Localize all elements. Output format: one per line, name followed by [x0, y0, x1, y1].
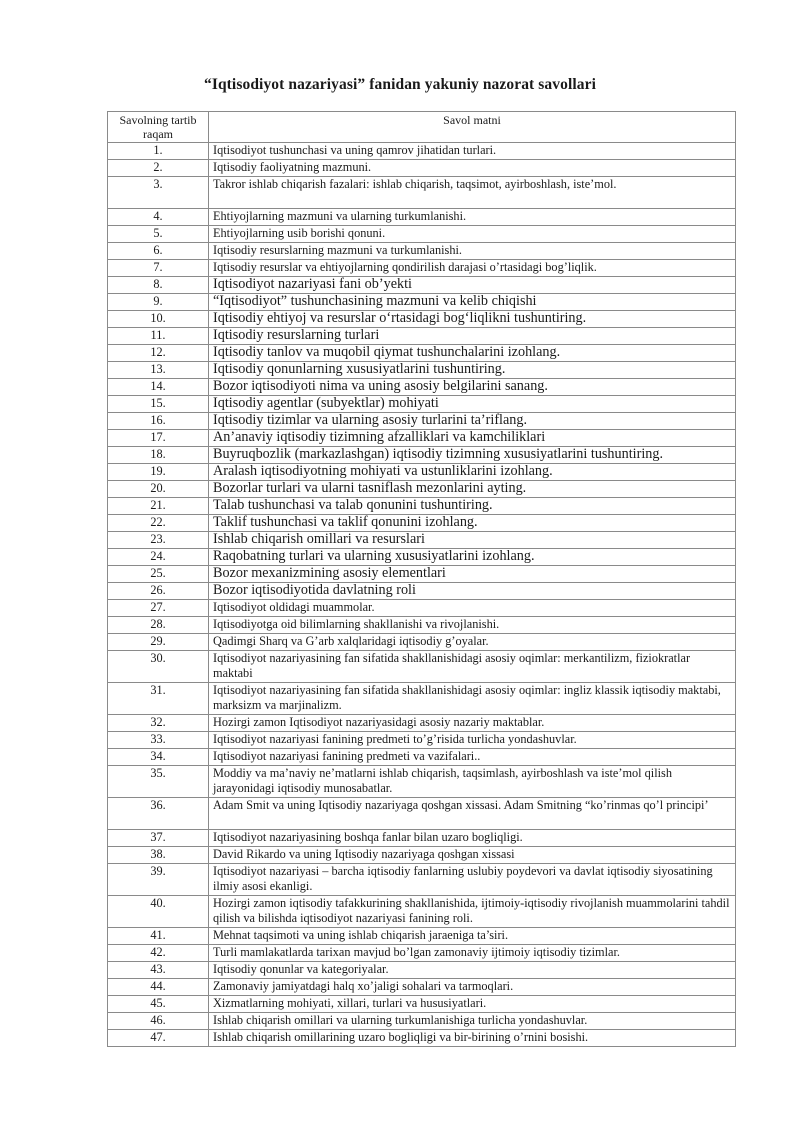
question-number: 30.: [108, 651, 209, 683]
question-number: 18.: [108, 447, 209, 464]
question-number: 4.: [108, 209, 209, 226]
table-row: [108, 566, 736, 583]
question-text: Iqtisodiy qonunlarning xususiyatlarini tushuntiring.: [209, 362, 736, 379]
question-text: Iqtisodiyot oldidagi muammolar.: [209, 600, 736, 617]
question-number: 35.: [108, 766, 209, 798]
question-text: Bozor iqtisodiyotida davlatning roli: [209, 583, 736, 600]
question-number: 9.: [108, 294, 209, 311]
question-text: Takror ishlab chiqarish fazalari: ishlab chiqarish, taqsimot, ayirboshlash, iste’mol.: [209, 177, 736, 209]
question-number: 10.: [108, 311, 209, 328]
question-text: Iqtisodiy resurslar va ehtiyojlarning qondirilish darajasi o’rtasidagi bog’liqlik.: [209, 260, 736, 277]
question-number: 6.: [108, 243, 209, 260]
question-number: 12.: [108, 345, 209, 362]
question-text: Qadimgi Sharq va G’arb xalqlaridagi iqtisodiy g’oyalar.: [209, 634, 736, 651]
question-number: 36.: [108, 798, 209, 830]
question-text: “Iqtisodiyot” tushunchasining mazmuni va kelib chiqishi: [209, 294, 736, 311]
question-number: 47.: [108, 1030, 209, 1047]
table-body: [108, 143, 736, 1047]
question-number: 2.: [108, 160, 209, 177]
question-number: 22.: [108, 515, 209, 532]
question-number: 11.: [108, 328, 209, 345]
table-row: [108, 996, 736, 1013]
question-text: Aralash iqtisodiyotning mohiyati va ustunliklarini izohlang.: [209, 464, 736, 481]
table-row: [108, 962, 736, 979]
question-text: David Rikardo va uning Iqtisodiy nazariyaga qoshgan xissasi: [209, 847, 736, 864]
question-text: Iqtisodiy faoliyatning mazmuni.: [209, 160, 736, 177]
question-text: Iqtisodiy ehtiyoj va resurslar o‘rtasidagi bog‘liqlikni tushuntiring.: [209, 311, 736, 328]
question-number: 15.: [108, 396, 209, 413]
question-number: 33.: [108, 732, 209, 749]
question-text: Ehtiyojlarning usib borishi qonuni.: [209, 226, 736, 243]
table-row: [108, 715, 736, 732]
question-text: Iqtisodiyot tushunchasi va uning qamrov jihatidan turlari.: [209, 143, 736, 160]
question-text: An’anaviy iqtisodiy tizimning afzalliklari va kamchiliklari: [209, 430, 736, 447]
table-row: [108, 798, 736, 830]
question-text: Iqtisodiy tanlov va muqobil qiymat tushunchalarini izohlang.: [209, 345, 736, 362]
question-text: Ishlab chiqarish omillari va ularning turkumlanishiga turlicha yondashuvlar.: [209, 1013, 736, 1030]
question-number: 25.: [108, 566, 209, 583]
page-title: “Iqtisodiyot nazariyasi” fanidan yakuniy nazorat savollari: [203, 76, 597, 93]
table-row: [108, 177, 736, 209]
question-number: 17.: [108, 430, 209, 447]
question-number: 3.: [108, 177, 209, 209]
question-number: 13.: [108, 362, 209, 379]
table-row: [108, 617, 736, 634]
question-number: 46.: [108, 1013, 209, 1030]
table-row: [108, 732, 736, 749]
table-row: [108, 294, 736, 311]
question-number: 19.: [108, 464, 209, 481]
table-row: [108, 766, 736, 798]
table-row: [108, 209, 736, 226]
table-row: [108, 945, 736, 962]
column-header-number: Savolning tartib raqam: [108, 112, 209, 143]
question-number: 27.: [108, 600, 209, 617]
table-row: [108, 683, 736, 715]
question-text: Mehnat taqsimoti va uning ishlab chiqarish jaraeniga ta’siri.: [209, 928, 736, 945]
table-row: [108, 749, 736, 766]
table-row: [108, 277, 736, 294]
question-text: Iqtisodiy resurslarning turlari: [209, 328, 736, 345]
table-row: [108, 311, 736, 328]
question-text: Bozorlar turlari va ularni tasniflash mezonlarini ayting.: [209, 481, 736, 498]
table-row: [108, 328, 736, 345]
question-text: Iqtisodiyot nazariyasining fan sifatida shakllanishidagi asosiy oqimlar: ingliz klassik iqtisodiy maktabi, marksizm va marjinalizm.: [209, 683, 736, 715]
table-header-row: [108, 112, 736, 143]
question-number: 34.: [108, 749, 209, 766]
question-number: 5.: [108, 226, 209, 243]
table-row: [108, 979, 736, 996]
table-row: [108, 583, 736, 600]
question-number: 42.: [108, 945, 209, 962]
table-row: [108, 160, 736, 177]
question-number: 44.: [108, 979, 209, 996]
question-number: 24.: [108, 549, 209, 566]
question-number: 7.: [108, 260, 209, 277]
question-number: 21.: [108, 498, 209, 515]
question-text: Ehtiyojlarning mazmuni va ularning turkumlanishi.: [209, 209, 736, 226]
question-number: 32.: [108, 715, 209, 732]
table-row: [108, 1030, 736, 1047]
question-number: 29.: [108, 634, 209, 651]
column-header-question: Savol matni: [209, 112, 736, 143]
question-text: Iqtisodiy agentlar (subyektlar) mohiyati: [209, 396, 736, 413]
question-text: Iqtisodiyot nazariyasi fani ob’yekti: [209, 277, 736, 294]
question-number: 20.: [108, 481, 209, 498]
table-row: [108, 143, 736, 160]
question-number: 23.: [108, 532, 209, 549]
question-text: Ishlab chiqarish omillari va resurslari: [209, 532, 736, 549]
table-row: [108, 430, 736, 447]
question-text: Iqtisodiyot nazariyasi – barcha iqtisodiy fanlarning uslubiy poydevori va davlat iqtisodiy siyosatining ilmiy asosi ekanligi.: [209, 864, 736, 896]
table-row: [108, 260, 736, 277]
question-number: 1.: [108, 143, 209, 160]
table-row: [108, 396, 736, 413]
table-row: [108, 847, 736, 864]
table-row: [108, 413, 736, 430]
question-text: Iqtisodiyot nazariyasining fan sifatida shakllanishidagi asosiy oqimlar: merkantilizm, fiziokratlar maktabi: [209, 651, 736, 683]
question-number: 16.: [108, 413, 209, 430]
question-text: Hozirgi zamon iqtisodiy tafakkurining shakllanishida, ijtimoiy-iqtisodiy rivojlanish muammolarini tahdil qilish va bilishda iqtisodiyot nazariyasi fanining roli.: [209, 896, 736, 928]
table-row: [108, 864, 736, 896]
question-text: Iqtisodiy tizimlar va ularning asosiy turlarini ta’riflang.: [209, 413, 736, 430]
question-text: Iqtisodiyot nazariyasi fanining predmeti to’g’risida turlicha yondashuvlar.: [209, 732, 736, 749]
table-row: [108, 600, 736, 617]
question-text: Ishlab chiqarish omillarining uzaro bogliqligi va bir-birining o’rnini bosishi.: [209, 1030, 736, 1047]
table-row: [108, 651, 736, 683]
question-number: 43.: [108, 962, 209, 979]
question-number: 31.: [108, 683, 209, 715]
table-row: [108, 549, 736, 566]
question-number: 28.: [108, 617, 209, 634]
table-row: [108, 634, 736, 651]
question-text: Zamonaviy jamiyatdagi halq xo’jaligi sohalari va tarmoqlari.: [209, 979, 736, 996]
question-text: Adam Smit va uning Iqtisodiy nazariyaga qoshgan xissasi. Adam Smitning “ko’rinmas qo’l principi’: [209, 798, 736, 830]
question-text: Turli mamlakatlarda tarixan mavjud bo’lgan zamonaviy ijtimoiy iqtisodiy tizimlar.: [209, 945, 736, 962]
table-row: [108, 226, 736, 243]
table-row: [108, 464, 736, 481]
table-row: [108, 481, 736, 498]
question-text: Iqtisodiyot nazariyasi fanining predmeti va vazifalari..: [209, 749, 736, 766]
table-row: [108, 896, 736, 928]
question-text: Bozor mexanizmining asosiy elementlari: [209, 566, 736, 583]
question-number: 37.: [108, 830, 209, 847]
question-text: Xizmatlarning mohiyati, xillari, turlari va hususiyatlari.: [209, 996, 736, 1013]
question-text: Talab tushunchasi va talab qonunini tushuntiring.: [209, 498, 736, 515]
question-text: Taklif tushunchasi va taklif qonunini izohlang.: [209, 515, 736, 532]
table-row: [108, 928, 736, 945]
question-number: 8.: [108, 277, 209, 294]
table-row: [108, 345, 736, 362]
question-text: Iqtisodiy qonunlar va kategoriyalar.: [209, 962, 736, 979]
table-row: [108, 379, 736, 396]
table-row: [108, 830, 736, 847]
question-text: Iqtisodiyot nazariyasining boshqa fanlar bilan uzaro bogliqligi.: [209, 830, 736, 847]
table-row: [108, 243, 736, 260]
question-number: 40.: [108, 896, 209, 928]
question-text: Buyruqbozlik (markazlashgan) iqtisodiy tizimning xususiyatlarini tushuntiring.: [209, 447, 736, 464]
table-row: [108, 532, 736, 549]
question-text: Hozirgi zamon Iqtisodiyot nazariyasidagi asosiy nazariy maktablar.: [209, 715, 736, 732]
table-row: [108, 515, 736, 532]
table-row: [108, 498, 736, 515]
question-text: Bozor iqtisodiyoti nima va uning asosiy belgilarini sanang.: [209, 379, 736, 396]
question-number: 41.: [108, 928, 209, 945]
question-text: Moddiy va ma’naviy ne’matlarni ishlab chiqarish, taqsimlash, ayirboshlash va iste’mol qilish jarayonidagi iqtisodiy munosabatlar.: [209, 766, 736, 798]
question-number: 45.: [108, 996, 209, 1013]
question-number: 14.: [108, 379, 209, 396]
question-text: Iqtisodiyotga oid bilimlarning shakllanishi va rivojlanishi.: [209, 617, 736, 634]
question-number: 38.: [108, 847, 209, 864]
question-text: Raqobatning turlari va ularning xususiyatlarini izohlang.: [209, 549, 736, 566]
question-number: 26.: [108, 583, 209, 600]
question-text: Iqtisodiy resurslarning mazmuni va turkumlanishi.: [209, 243, 736, 260]
table-row: [108, 362, 736, 379]
table-row: [108, 447, 736, 464]
table-row: [108, 1013, 736, 1030]
question-number: 39.: [108, 864, 209, 896]
questions-table: [107, 111, 736, 1047]
